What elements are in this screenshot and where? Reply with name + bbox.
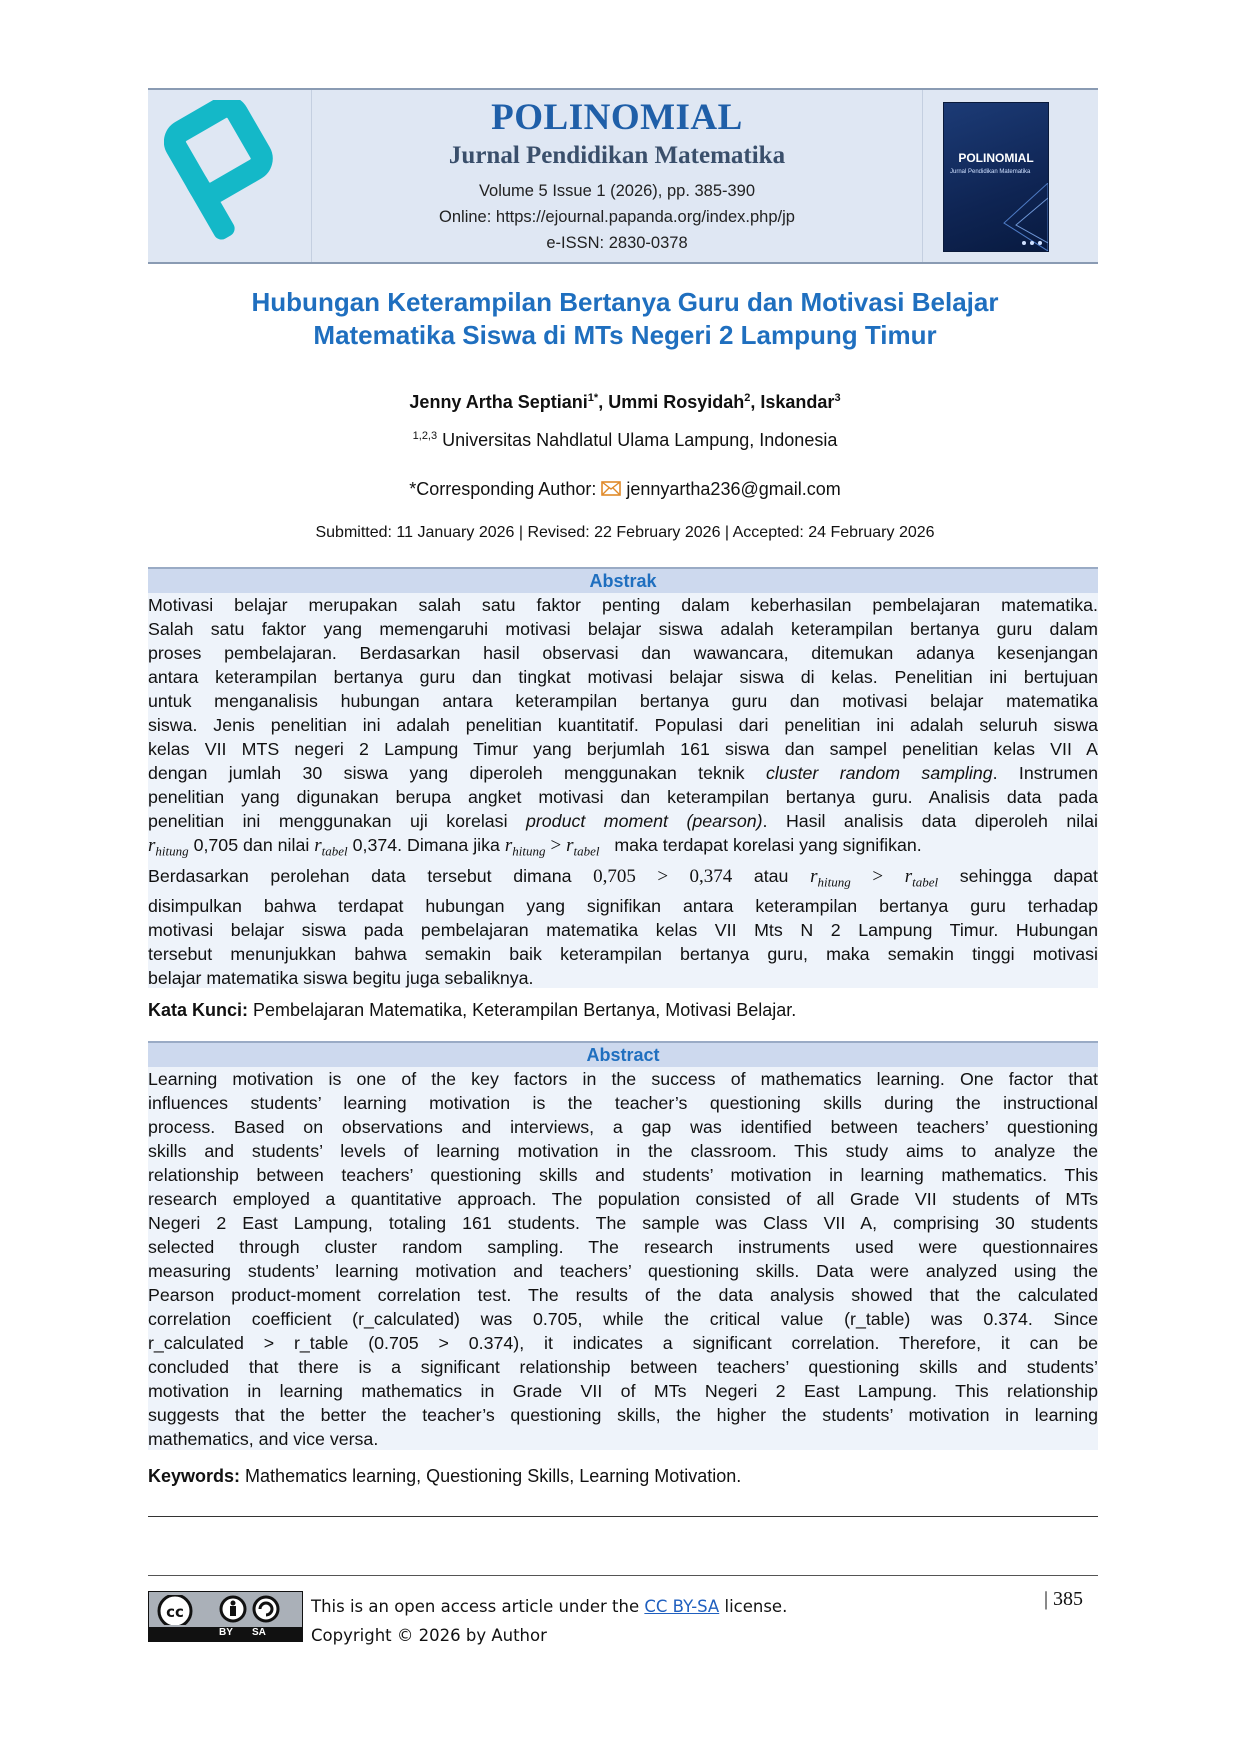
abstrak-line: Motivasi belajar merupakan salah satu faktor penting dalam keberhasilan pembelajaran matematika. bbox=[148, 595, 1098, 615]
abstrak-line: disimpulkan bahwa terdapat hubungan yang signifikan antara keterampilan bertanya guru terhadap bbox=[148, 896, 1098, 917]
cover-title: POLINOMIAL bbox=[958, 151, 1034, 165]
abstract-line: motivation in learning mathematics in Grade VII of MTs Negeri 2 East Lampung. This relationship bbox=[148, 1381, 1098, 1401]
affiliation-sup: 1,2,3 bbox=[412, 430, 438, 442]
abstrak-line bbox=[148, 761, 1098, 785]
text-run: maka terdapat korelasi yang signifikan. bbox=[614, 835, 922, 855]
volume-info: Volume 5 Issue 1 (2026), pp. 385-390 bbox=[478, 182, 756, 200]
kata-kunci-text: Pembelajaran Matematika, Keterampilan Bertanya, Motivasi Belajar. bbox=[253, 1000, 797, 1020]
abstrak-line bbox=[148, 833, 1098, 864]
abstract-text bbox=[148, 1067, 1098, 1451]
math-gt: > bbox=[872, 865, 884, 887]
math-r: r bbox=[904, 865, 913, 887]
abstrak-line: belajar matematika siswa begitu juga sebaliknya. bbox=[148, 968, 534, 989]
title-line-2: Matematika Siswa di MTs Negeri 2 Lampung Timur bbox=[313, 320, 937, 350]
cover-decoration-icon bbox=[994, 183, 1048, 251]
text-run: 0,374 bbox=[352, 835, 398, 855]
submission-dates: Submitted: 11 January 2026 | Revised: 22 February 2026 | Accepted: 24 February 2026 bbox=[315, 524, 935, 541]
abstrak-line bbox=[148, 864, 1098, 895]
journal-cover-image bbox=[943, 102, 1049, 252]
cover-subtitle: Jurnal Pendidikan Matematika bbox=[950, 169, 1031, 175]
cc-label-bar bbox=[149, 1627, 302, 1641]
cc-sa-label: SA bbox=[252, 1627, 266, 1638]
author-email[interactable]: jennyartha236@gmail.com bbox=[626, 479, 841, 499]
cc-icons bbox=[153, 1595, 298, 1625]
abstract-line: r_calculated > r_table (0.705 > 0.374), it indicates a significant correlation. Therefore, it can be bbox=[148, 1333, 1098, 1353]
logo-cell bbox=[148, 90, 312, 262]
text-run: Berdasarkan perolehan data tersebut dimana bbox=[148, 865, 572, 886]
abstrak-text bbox=[148, 593, 1098, 990]
math-gt: > bbox=[550, 835, 562, 856]
cc-by-sa-badge[interactable] bbox=[148, 1591, 303, 1642]
title-line-1: Hubungan Keterampilan Bertanya Guru dan Motivasi Belajar bbox=[251, 287, 999, 317]
text-run: 0,705 bbox=[193, 835, 239, 855]
polinomial-logo-icon bbox=[164, 100, 284, 245]
footer-divider bbox=[148, 1575, 1098, 1576]
math-r: r bbox=[148, 835, 156, 856]
math-sub: hitung bbox=[817, 874, 851, 890]
issn: e-ISSN: 2830-0378 bbox=[546, 234, 688, 252]
author-name: Jenny Artha Septiani bbox=[409, 392, 588, 412]
math-sub: tabel bbox=[573, 843, 600, 859]
abstrak-line: motivasi belajar siswa pada pembelajaran matematika kelas VII Mts N 2 Lampung Timur. Hubungan bbox=[148, 920, 1098, 941]
text-run-italic: product moment (pearson) bbox=[525, 811, 763, 831]
abstract-line: Learning motivation is one of the key factors in the success of mathematics learning. One factor that bbox=[148, 1069, 1098, 1089]
abstrak-heading: Abstrak bbox=[148, 567, 1098, 593]
copyright: Copyright © 2026 by Author bbox=[311, 1626, 547, 1645]
affiliation-text: Universitas Nahdlatul Ulama Lampung, Indonesia bbox=[442, 430, 838, 450]
license-link[interactable]: CC BY-SA bbox=[644, 1597, 720, 1616]
math-expression: 0,705 > 0,374 bbox=[593, 865, 733, 887]
text-run: . Hasil analisis data diperoleh nilai bbox=[762, 811, 1098, 831]
author-list: Jenny Artha Septiani$^{1*}$, Ummi Rosyidah$^2$, Iskandar$^3$ bbox=[409, 392, 841, 412]
math-sub: tabel bbox=[321, 843, 348, 859]
keywords-text: Mathematics learning, Questioning Skills, Learning Motivation. bbox=[245, 1466, 742, 1486]
math-sub: tabel bbox=[912, 874, 939, 890]
author-name: Ummi Rosyidah bbox=[608, 392, 745, 412]
abstrak-line: Salah satu faktor yang memengaruhi motivasi belajar siswa adalah keterampilan bertanya guru dalam bbox=[148, 619, 1098, 639]
abstrak-line: penelitian yang digunakan berupa angket motivasi dan keterampilan bertanya guru. Analisis data pada bbox=[148, 787, 1098, 807]
journal-subtitle: Jurnal Pendidikan Matematika bbox=[448, 142, 786, 169]
abstract-line: Negeri 2 East Lampung, totaling 161 students. The sample was Class VII A, comprising 30 students bbox=[148, 1213, 1098, 1233]
kata-kunci-label: Kata Kunci: bbox=[148, 1000, 249, 1020]
text-run: sehingga dapat bbox=[959, 865, 1098, 886]
footer-license bbox=[311, 1592, 787, 1650]
license-text: This is an open access article under the bbox=[311, 1597, 645, 1616]
abstract-line: suggests that the better the teacher’s questioning skills, the higher the students’ motivation in learning bbox=[148, 1405, 1098, 1425]
math-sub: hitung bbox=[512, 843, 546, 859]
text-run-italic: cluster random sampling bbox=[765, 763, 993, 783]
license-text: license. bbox=[719, 1597, 788, 1616]
keywords bbox=[148, 1466, 1098, 1487]
journal-name: POLINOMIAL bbox=[491, 97, 743, 138]
text-run: . Instrumen bbox=[992, 763, 1098, 783]
math-r: r bbox=[314, 835, 322, 856]
abstract-line: concluded that there is a significant relationship between teachers’ questioning skills and students’ bbox=[148, 1357, 1098, 1377]
abstrak-line: kelas VII MTS negeri 2 Lampung Timur yang berjumlah 161 siswa dan sampel penelitian kelas VII A bbox=[148, 739, 1098, 759]
license-line bbox=[311, 1592, 787, 1621]
cc-by-label: BY bbox=[219, 1627, 233, 1638]
abstrak-line bbox=[148, 809, 1098, 833]
page-number: | 385 bbox=[1044, 1588, 1084, 1610]
kata-kunci bbox=[148, 1000, 1098, 1021]
text-run: atau bbox=[753, 865, 789, 886]
affiliation bbox=[160, 430, 1090, 451]
abstrak-line: tersebut menunjukkan bahwa semakin baik keterampilan bertanya guru, maka semakin tinggi motivasi bbox=[148, 944, 1098, 965]
abstract-line: Pearson product-moment correlation test. The results of the data analysis showed that the calculated bbox=[148, 1285, 1098, 1305]
envelope-icon bbox=[601, 481, 621, 496]
abstract-heading: Abstract bbox=[148, 1041, 1098, 1067]
section-divider bbox=[148, 1516, 1098, 1517]
abstract-line: process. Based on observations and interviews, a gap was identified between teachers’ questioning bbox=[148, 1117, 1098, 1137]
abstrak-line: untuk menganalisis hubungan antara keterampilan bertanya guru dan motivasi belajar matematika bbox=[148, 691, 1098, 711]
text-run: . Dimana jika bbox=[397, 835, 500, 855]
abstract-line: selected through cluster random sampling. The research instruments used were questionnaires bbox=[148, 1237, 1098, 1257]
author-name: Iskandar bbox=[760, 392, 835, 412]
author-sup: 2 bbox=[744, 392, 751, 404]
corresponding-author bbox=[160, 479, 1090, 500]
math-sub: hitung bbox=[155, 843, 189, 859]
abstract-line: relationship between teachers’ questioning skills and students’ motivation in learning mathematics. This bbox=[148, 1165, 1098, 1185]
abstract-line: influences students’ learning motivation is the teacher’s questioning skills during the instructional bbox=[148, 1093, 1098, 1113]
math-r: r bbox=[810, 865, 818, 887]
article-title bbox=[160, 286, 1090, 352]
abstract-line: research employed a quantitative approach. The population consisted of all Grade VII students of MTs bbox=[148, 1189, 1098, 1209]
abstrak-line: proses pembelajaran. Berdasarkan hasil observasi dan wawancara, ditemukan adanya kesenjangan bbox=[148, 643, 1098, 663]
cover-cell bbox=[922, 90, 1098, 262]
svg-text:cc: cc bbox=[166, 1603, 184, 1621]
journal-header bbox=[148, 88, 1098, 264]
keywords-label: Keywords: bbox=[148, 1466, 241, 1486]
abstract-line: measuring students’ learning motivation and teachers’ questioning skills. Data were analyzed using the bbox=[148, 1261, 1098, 1281]
author-sup: 3 bbox=[834, 392, 841, 404]
abstract-line: skills and students’ levels of learning motivation in the classroom. This study aims to analyze the bbox=[148, 1141, 1098, 1161]
abstrak-line: siswa. Jenis penelitian ini adalah penelitian kuantitatif. Populasi dari penelitian ini adalah seluruh siswa bbox=[148, 715, 1098, 735]
math-r: r bbox=[566, 835, 574, 856]
abstract-line: mathematics, and vice versa. bbox=[148, 1429, 379, 1449]
abstract-line: correlation coefficient (r_calculated) was 0.705, while the critical value (r_table) was 0.374. Since bbox=[148, 1309, 1098, 1329]
math-r: r bbox=[504, 835, 513, 856]
corresponding-label: *Corresponding Author: bbox=[409, 479, 597, 499]
abstrak-line: antara keterampilan bertanya guru dan tingkat motivasi belajar siswa di kelas. Penelitian ini bertujuan bbox=[148, 667, 1098, 687]
author-sup: 1* bbox=[587, 392, 599, 404]
online-url[interactable]: Online: https://ejournal.papanda.org/index.php/jp bbox=[439, 208, 795, 226]
text-run: dan nilai bbox=[243, 835, 310, 855]
text-run: dengan jumlah 30 siswa yang diperoleh menggunakan teknik bbox=[148, 763, 766, 783]
text-run: penelitian ini menggunakan uji korelasi bbox=[148, 811, 526, 831]
